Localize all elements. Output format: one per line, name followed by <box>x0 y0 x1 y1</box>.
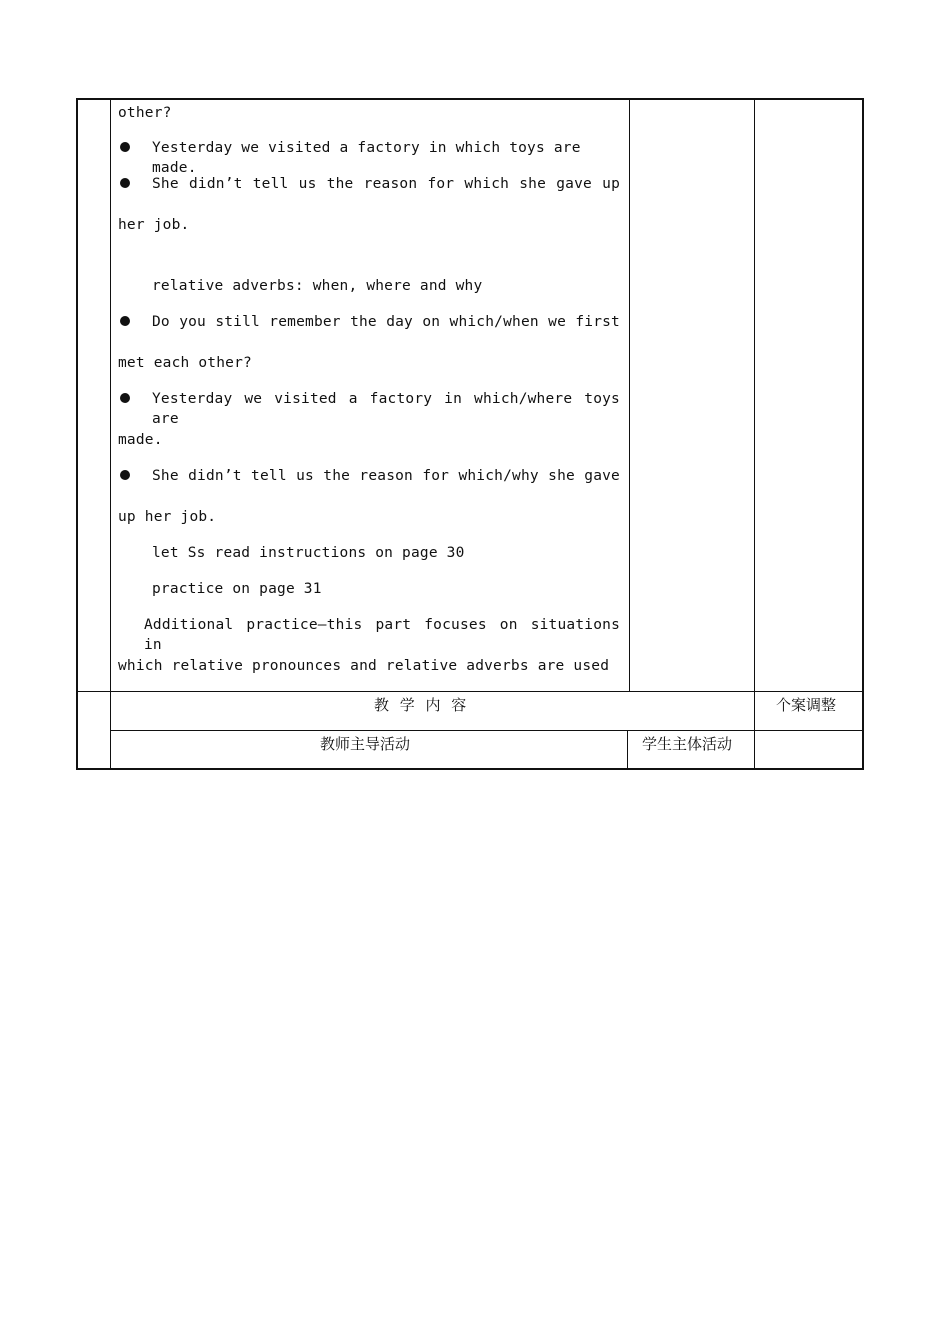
text-line: practice on page 31 <box>152 581 322 597</box>
bullet-icon <box>120 178 130 188</box>
text-line: let Ss read instructions on page 30 <box>152 545 465 561</box>
bullet-icon <box>120 316 130 326</box>
table-divider-left <box>110 99 111 769</box>
table-divider-right <box>754 99 755 769</box>
text-line: Additional practice—this part focuses on situations in <box>144 617 620 653</box>
bullet-icon <box>120 142 130 152</box>
teaching-content-header: 教 学 内 容 <box>374 696 470 714</box>
text-line: She didn’t tell us the reason for which she gave up <box>152 176 620 192</box>
text-line: which relative pronounces and relative adverbs are used <box>118 658 610 674</box>
text-line: Yesterday we visited a factory in which/where toys are <box>152 391 620 427</box>
table-divider-middle-bottom <box>627 731 628 769</box>
text-line: made. <box>118 432 163 448</box>
student-activity-header: 学生主体活动 <box>642 735 733 753</box>
text-line: up her job. <box>118 509 217 525</box>
teacher-activity-header: 教师主导活动 <box>320 735 411 753</box>
text-line: relative adverbs: when, where and why <box>152 278 483 294</box>
text-line: Yesterday we visited a factory in which toys are made. <box>152 140 581 176</box>
text-line: Do you still remember the day on which/when we first <box>152 314 620 330</box>
text-line: other? <box>118 105 172 121</box>
bullet-icon <box>120 393 130 403</box>
teacher-activity-content <box>118 98 622 692</box>
case-adjustment-header: 个案调整 <box>776 696 837 714</box>
table-row-divider-2 <box>110 730 863 731</box>
bullet-icon <box>120 470 130 480</box>
table-divider-middle-top <box>629 99 630 692</box>
text-line: met each other? <box>118 355 252 371</box>
text-line: She didn’t tell us the reason for which/why she gave <box>152 468 620 484</box>
text-line: her job. <box>118 217 190 233</box>
